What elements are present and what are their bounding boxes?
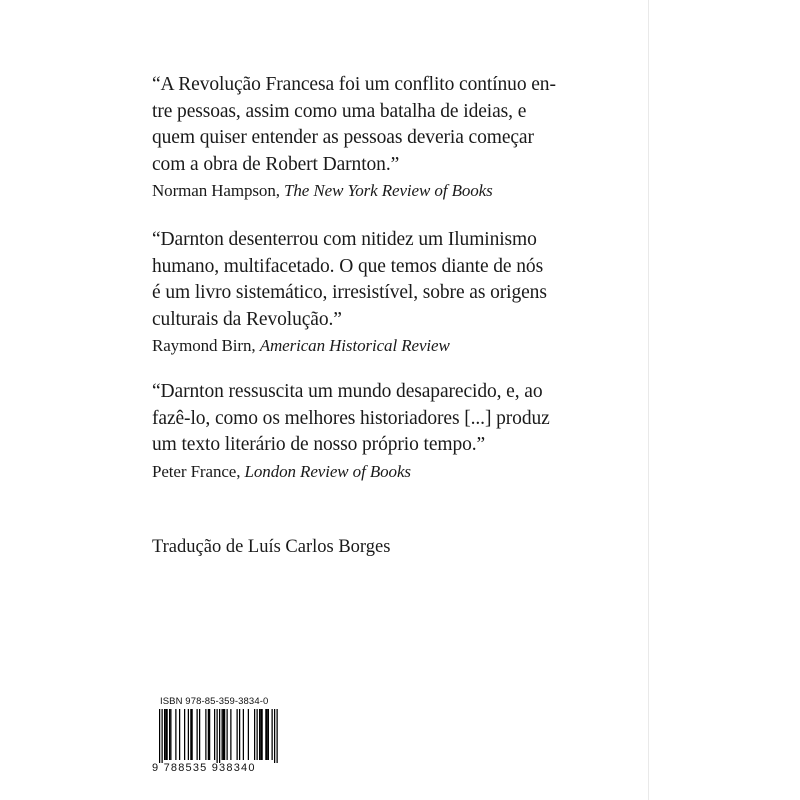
barcode-bar [208, 709, 209, 760]
attribution-author: Peter France, [152, 461, 245, 481]
isbn-barcode [152, 696, 282, 778]
barcode-bar [272, 709, 273, 760]
barcode-bar [217, 709, 218, 763]
barcode-bar [259, 709, 260, 760]
barcode-bar [209, 709, 210, 760]
barcode-bar [170, 709, 171, 760]
quote-line: quem quiser entender as pessoas deveria começar [152, 127, 534, 148]
barcode-bar [248, 709, 249, 760]
barcode-bar [159, 709, 160, 763]
quote-line: é um livro sistemático, irresistível, sobre as origens [152, 282, 547, 303]
barcode-bar [167, 709, 168, 760]
barcode-bar [237, 709, 238, 760]
barcode-bar [227, 709, 228, 760]
barcode-bar [265, 709, 266, 760]
barcode-bar [267, 709, 268, 760]
quote-line: um texto literário de nosso próprio tempo.” [152, 434, 486, 455]
barcode-bar [224, 709, 225, 760]
attribution-source: The New York Review of Books [284, 181, 493, 200]
barcode-bar [179, 709, 180, 760]
quote-line: humano, multifacetado. O que temos diante de nós [152, 255, 544, 277]
right-margin [649, 0, 800, 800]
barcode-bar [262, 709, 263, 760]
barcode-bar [223, 709, 224, 760]
barcode-bar [164, 709, 165, 760]
attribution-source: London Review of Books [244, 461, 411, 481]
translation-credit: Tradução de Luís Carlos Borges [152, 537, 391, 557]
barcode-bar [214, 709, 215, 760]
barcode-bar [199, 709, 200, 760]
quote-line: fazê-lo, como os melhores historiadores [...] produz [152, 407, 550, 429]
quote-line: tre pessoas, assim como uma batalha de ideias, e [152, 100, 527, 122]
barcode-bar [222, 709, 223, 760]
barcode-bar [188, 709, 189, 760]
barcode-bar [243, 709, 244, 760]
attribution-source: American Historical Review [259, 336, 450, 355]
barcode-bar [184, 709, 185, 760]
quote-line: “Darnton ressuscita um mundo desaparecido, e, ao [152, 381, 543, 402]
quote-line: culturais da Revolução.” [152, 308, 342, 330]
barcode-bar [219, 709, 220, 763]
barcode-bar [197, 709, 198, 760]
barcode-bar [190, 709, 191, 760]
barcode-bar [257, 709, 258, 760]
barcode-bar [175, 709, 176, 760]
barcode-bars [152, 709, 282, 763]
quote-line: “Darnton desenterrou com nitidez um Iluminismo [152, 229, 537, 250]
barcode-bar [260, 709, 261, 760]
barcode-bar [165, 709, 166, 760]
blurb-quote-birn [152, 227, 582, 358]
quote-attribution [152, 334, 582, 358]
barcode-digits: 9 788535 938340 [152, 762, 256, 774]
quote-attribution [152, 179, 582, 203]
isbn-label: ISBN 978-85-359-3834-0 [160, 696, 269, 707]
barcode-bar [169, 709, 170, 760]
barcode-bar [254, 709, 255, 760]
blurb-quote-france [152, 379, 582, 484]
quote-line: “A Revolução Francesa foi um conflito contínuo en- [152, 74, 556, 95]
attribution-author: Norman Hampson, [152, 181, 285, 200]
barcode-bar [230, 709, 231, 760]
barcode-bar [205, 709, 206, 760]
quote-line: com a obra de Robert Darnton.” [152, 153, 400, 175]
blurb-quote-hampson [152, 72, 582, 203]
barcode-bar [277, 709, 278, 763]
barcode-bar [162, 709, 163, 763]
barcode-bar [268, 709, 269, 760]
barcode-bar [274, 709, 275, 763]
barcode-bar [239, 709, 240, 760]
barcode-bar [192, 709, 193, 760]
attribution-author: Raymond Birn, [152, 336, 260, 355]
quote-attribution [152, 460, 582, 484]
